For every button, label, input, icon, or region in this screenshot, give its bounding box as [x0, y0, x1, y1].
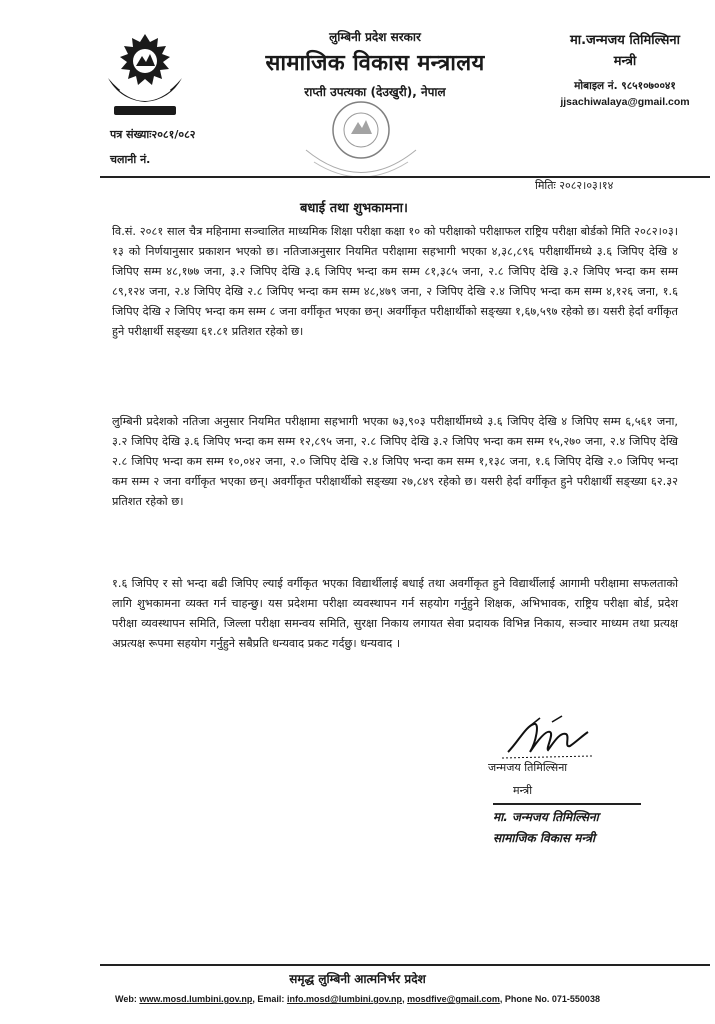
minister-email: jjsachiwalaya@gmail.com: [560, 96, 690, 108]
nepal-emblem-icon: [100, 30, 190, 118]
government-name: लुम्बिनी प्रदेश सरकार: [329, 30, 421, 44]
minister-name: मा.जन्मजय तिमिल्सिना: [569, 33, 681, 48]
minister-title: मन्त्री: [613, 54, 637, 69]
signatory-title: मन्त्री: [513, 784, 533, 797]
letter-subject: बधाई तथा शुभकामना।: [300, 201, 408, 216]
chalani-number: चलानी नं.: [110, 153, 151, 166]
email-link-2[interactable]: mosdfive@gmail.com: [407, 994, 500, 1004]
header-divider: [100, 176, 710, 178]
letterhead-right: [540, 30, 710, 108]
stamp-divider: [493, 803, 641, 805]
web-label: Web:: [115, 994, 137, 1004]
ministry-name: सामाजिक विकास मन्त्रालय: [265, 51, 485, 76]
website-link[interactable]: www.mosd.lumbini.gov.np: [139, 994, 253, 1004]
stamp-title: सामाजिक विकास मन्त्री: [493, 830, 596, 845]
ministry-address: राप्ती उपत्यका (देउखुरी), नेपाल: [304, 85, 446, 99]
letterhead-center: [225, 28, 525, 100]
footer-motto: समृद्ध लुम्बिनी आत्मनिर्भर प्रदेश: [289, 972, 426, 986]
mobile-number: मोबाइल नं. ९८५१०७००४१: [574, 80, 676, 92]
footer-contact: Web: www.mosd.lumbini.gov.np, Email: info.mosd@lumbini.gov.np, mosdfive@gmail.com, Phone No. 071-550038: [115, 994, 600, 1004]
letter-date: मितिः २०८२।०३।१४: [535, 179, 614, 192]
signatory-stamp: [487, 800, 653, 846]
signatory-name: जन्मजय तिमिल्सिना: [488, 761, 568, 774]
phone-number: Phone No. 071-550038: [504, 994, 600, 1004]
email-label: Email:: [257, 994, 285, 1004]
patra-sankhya: पत्र संख्याः२०८१/०८२: [110, 128, 196, 141]
stamp-name: मा. जन्मजय तिमिल्सिना: [493, 809, 599, 824]
footer-divider: [100, 964, 710, 966]
body-paragraph-1: वि.सं. २०८१ साल चैत्र महिनामा सञ्चालित माध्यमिक शिक्षा परीक्षा कक्षा १० को परीक्षाको परीक्षाफल राष्ट्रिय परीक्षा बोर्डको मिति २०८२।०३।१३ को निर्णयानुसार प्रकाशन भएको छ। नतिजाअनुसार नियमित परीक्षामा सहभागी भएका ४,३८,८९६ परीक्षार्थीमध्ये ३.६ जिपिए देखि ४ जिपिए सम्म ४८,१७७ जना, ३.२ जिपिए देखि ३.६ जिपिए भन्दा कम सम्म ८१,३८५ जना, २.८ जिपिए देखि ३.२ जिपिए भन्दा कम सम्म ८९,१२४ जना, २.४ जिपिए देखि २.८ जिपिए भन्दा कम सम्म ४८,४७९ जना, २ जिपिए देखि २.४ जिपिए भन्दा कम सम्म ४,१२६ जना, १.६ जिपिए देखि २ जिपिए भन्दा कम सम्म ८ जना वर्गीकृत भएका छन्। अवर्गीकृत परीक्षार्थीको सङ्ख्या १,६७,५९७ रहेको छ। यसरी हेर्दा वर्गीकृत हुने परीक्षार्थी सङ्ख्या ६१.८१ प्रतिशत रहेको छ।: [112, 225, 678, 338]
office-stamp-icon: [296, 100, 426, 182]
body-paragraph-2: लुम्बिनी प्रदेशको नतिजा अनुसार नियमित परीक्षामा सहभागी भएका ७३,९०३ परीक्षार्थीमध्ये ३.६ जिपिए देखि ४ जिपिए सम्म ६,५६१ जना, ३.२ जिपिए देखि ३.६ जिपिए भन्दा कम सम्म १२,८९५ जना, २.८ जिपिए देखि ३.२ जिपिए भन्दा कम सम्म १५,२७० जना, २.४ जिपिए देखि २.८ जिपिए भन्दा कम सम्म १०,०४२ जना, २.० जिपिए देखि २.४ जिपिए भन्दा कम सम्म १,१३८ जना, १.६ जिपिए देखि २.० जिपिए भन्दा कम सम्म २ जना वर्गीकृत भएका छन्। अवर्गीकृत परीक्षार्थीको सङ्ख्या २७,८४९ रहेको छ। यसरी हेर्दा वर्गीकृत हुने परीक्षार्थी सङ्ख्या ६२.३२ प्रतिशत रहेको छ।: [112, 415, 678, 508]
body-paragraph-3: १.६ जिपिए र सो भन्दा बढी जिपिए ल्याई वर्गीकृत भएका विद्यार्थीलाई बधाई तथा अवर्गीकृत हुने विद्यार्थीलाई आगामी परीक्षामा सफलताको लागि शुभकामना व्यक्त गर्न चाहन्छु। यस प्रदेशमा परीक्षा व्यवस्थापन गर्न सहयोग गर्नुहुने शिक्षक, अभिभावक, राष्ट्रिय परीक्षा बोर्ड, प्रदेश परीक्षा व्यवस्थापन समिति, जिल्ला परीक्षा समन्वय समिति, सुरक्षा निकाय लगायत सेवा प्रदायक विभिन्न निकाय, सञ्चार माध्यम तथा प्रत्यक्ष अप्रत्यक्ष रूपमा सहयोग गर्नुहुने सबैप्रति धन्यवाद प्रकट गर्दछु। धन्यवाद ।: [112, 577, 678, 650]
email-link-1[interactable]: info.mosd@lumbini.gov.np: [286, 994, 403, 1004]
